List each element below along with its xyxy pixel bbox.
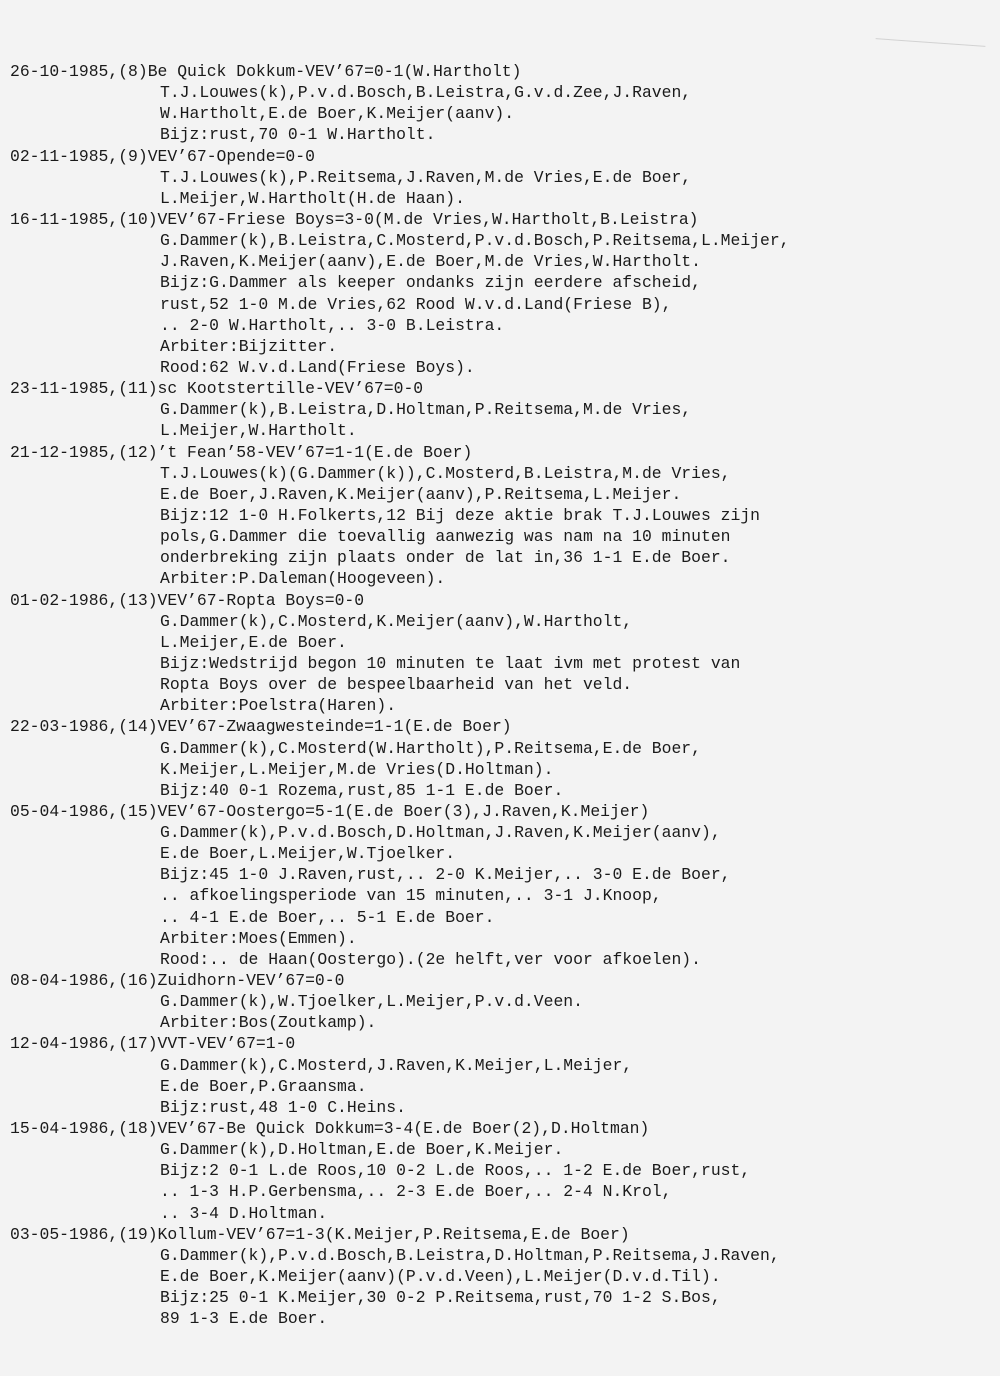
match-entry [10,1033,990,1118]
match-detail-line: G.Dammer(k),C.Mosterd,K.Meijer(aanv),W.Hartholt, [160,611,633,631]
match-entry [10,970,990,1033]
match-entry [10,716,990,801]
match-detail-line: Ropta Boys over de bespeelbaarheid van het veld. [160,675,633,695]
match-detail-line: L.Meijer,W.Hartholt. [160,421,357,441]
page-corner-mark [876,24,987,47]
match-detail-line: .. 2-0 W.Hartholt,.. 3-0 B.Leistra. [160,315,505,335]
match-detail-line: G.Dammer(k),D.Holtman,E.de Boer,K.Meijer. [160,1140,564,1160]
match-detail-line: J.Raven,K.Meijer(aanv),E.de Boer,M.de Vries,W.Hartholt. [160,252,701,272]
match-detail-line: E.de Boer,J.Raven,K.Meijer(aanv),P.Reitsema,L.Meijer. [160,484,682,504]
match-detail-line: K.Meijer,L.Meijer,M.de Vries(D.Holtman). [160,759,554,779]
match-detail-line: Bijz:rust,48 1-0 C.Heins. [160,1097,406,1117]
match-header: 03-05-1986,(19)Kollum-VEV’67=1-3(K.Meijer,P.Reitsema,E.de Boer) [10,1224,630,1244]
match-header: 22-03-1986,(14)VEV’67-Zwaagwesteinde=1-1(E.de Boer) [10,717,512,737]
match-detail-line: T.J.Louwes(k),P.Reitsema,J.Raven,M.de Vries,E.de Boer, [160,167,692,187]
match-detail-line: E.de Boer,L.Meijer,W.Tjoelker. [160,844,456,864]
match-detail-line: 89 1-3 E.de Boer. [160,1309,328,1329]
match-detail-line: Arbiter:P.Daleman(Hoogeveen). [160,569,446,589]
match-header: 05-04-1986,(15)VEV’67-Oostergo=5-1(E.de Boer(3),J.Raven,K.Meijer) [10,801,650,821]
match-detail-line: E.de Boer,P.Graansma. [160,1076,367,1096]
match-header: 26-10-1985,(8)Be Quick Dokkum-VEV’67=0-1(W.Hartholt) [10,62,522,81]
match-detail-line: G.Dammer(k),C.Mosterd,J.Raven,K.Meijer,L.Meijer, [160,1055,633,1075]
match-detail-line: T.J.Louwes(k),P.v.d.Bosch,B.Leistra,G.v.d.Zee,J.Raven, [160,83,692,103]
match-detail-line: G.Dammer(k),P.v.d.Bosch,D.Holtman,J.Raven,K.Meijer(aanv), [160,823,721,843]
match-detail-line: .. afkoelingsperiode van 15 minuten,.. 3-1 J.Knoop, [160,886,662,906]
match-detail-line: .. 4-1 E.de Boer,.. 5-1 E.de Boer. [160,907,495,927]
match-detail-line: Bijz:Wedstrijd begon 10 minuten te laat ivm met protest van [160,653,741,673]
match-header: 23-11-1985,(11)sc Kootstertille-VEV’67=0-0 [10,379,424,399]
match-detail-line: Arbiter:Poelstra(Haren). [160,696,397,716]
match-header: 16-11-1985,(10)VEV’67-Friese Boys=3-0(M.de Vries,W.Hartholt,B.Leistra) [10,209,699,229]
match-entry [10,1118,990,1224]
match-entry [10,209,990,378]
match-detail-line: G.Dammer(k),B.Leistra,D.Holtman,P.Reitsema,M.de Vries, [160,400,692,420]
match-entry [10,146,990,209]
match-detail-line: Bijz:rust,70 0-1 W.Hartholt. [160,125,436,145]
match-header: 15-04-1986,(18)VEV’67-Be Quick Dokkum=3-4(E.de Boer(2),D.Holtman) [10,1119,650,1139]
match-detail-line: Rood:.. de Haan(Oostergo).(2e helft,ver voor afkoelen). [160,949,701,969]
match-detail-line: Bijz:25 0-1 K.Meijer,30 0-2 P.Reitsema,rust,70 1-2 S.Bos, [160,1288,721,1308]
match-detail-line: .. 1-3 H.P.Gerbensma,.. 2-3 E.de Boer,.. 2-4 N.Krol, [160,1182,672,1202]
match-entry [10,801,990,970]
match-detail-line: pols,G.Dammer die toevallig aanwezig was nam na 10 minuten [160,527,731,547]
match-detail-line: W.Hartholt,E.de Boer,K.Meijer(aanv). [160,104,515,124]
match-header: 02-11-1985,(9)VEV’67-Opende=0-0 [10,146,315,166]
match-entry [10,442,990,590]
match-detail-line: G.Dammer(k),C.Mosterd(W.Hartholt),P.Reitsema,E.de Boer, [160,738,701,758]
match-detail-line: Arbiter:Bijzitter. [160,336,338,356]
match-header: 12-04-1986,(17)VVT-VEV’67=1-0 [10,1034,296,1054]
match-header: 08-04-1986,(16)Zuidhorn-VEV’67=0-0 [10,971,345,991]
match-detail-line: Arbiter:Moes(Emmen). [160,928,357,948]
match-detail-line: E.de Boer,K.Meijer(aanv)(P.v.d.Veen),L.Meijer(D.v.d.Til). [160,1267,721,1287]
match-detail-line: Bijz:40 0-1 Rozema,rust,85 1-1 E.de Boer. [160,780,564,800]
match-detail-line: Arbiter:Bos(Zoutkamp). [160,1013,377,1033]
match-detail-line: G.Dammer(k),W.Tjoelker,L.Meijer,P.v.d.Veen. [160,992,583,1012]
match-header: 01-02-1986,(13)VEV’67-Ropta Boys=0-0 [10,590,365,610]
match-detail-line: G.Dammer(k),P.v.d.Bosch,B.Leistra,D.Holtman,P.Reitsema,J.Raven, [160,1245,780,1265]
match-detail-line: L.Meijer,W.Hartholt(H.de Haan). [160,188,465,208]
match-entry [10,590,990,717]
match-detail-line: Bijz:12 1-0 H.Folkerts,12 Bij deze aktie brak T.J.Louwes zijn [160,505,760,525]
match-detail-line: T.J.Louwes(k)(G.Dammer(k)),C.Mosterd,B.Leistra,M.de Vries, [160,463,731,483]
match-detail-line: L.Meijer,E.de Boer. [160,632,347,652]
match-detail-line: G.Dammer(k),B.Leistra,C.Mosterd,P.v.d.Bosch,P.Reitsema,L.Meijer, [160,231,790,251]
match-entry [10,1224,990,1330]
match-detail-line: .. 3-4 D.Holtman. [160,1203,328,1223]
match-entry [10,378,990,441]
match-detail-line: Bijz:45 1-0 J.Raven,rust,.. 2-0 K.Meijer,.. 3-0 E.de Boer, [160,865,731,885]
match-detail-line: Bijz:2 0-1 L.de Roos,10 0-2 L.de Roos,.. 1-2 E.de Boer,rust, [160,1161,751,1181]
match-list [10,61,990,1329]
match-detail-line: onderbreking zijn plaats onder de lat in,36 1-1 E.de Boer. [160,548,731,568]
match-entry [10,61,990,146]
match-detail-line: Bijz:G.Dammer als keeper ondanks zijn eerdere afscheid, [160,273,701,293]
match-header: 21-12-1985,(12)’t Fean’58-VEV’67=1-1(E.de Boer) [10,442,473,462]
match-detail-line: Rood:62 W.v.d.Land(Friese Boys). [160,357,475,377]
match-detail-line: rust,52 1-0 M.de Vries,62 Rood W.v.d.Land(Friese B), [160,294,672,314]
